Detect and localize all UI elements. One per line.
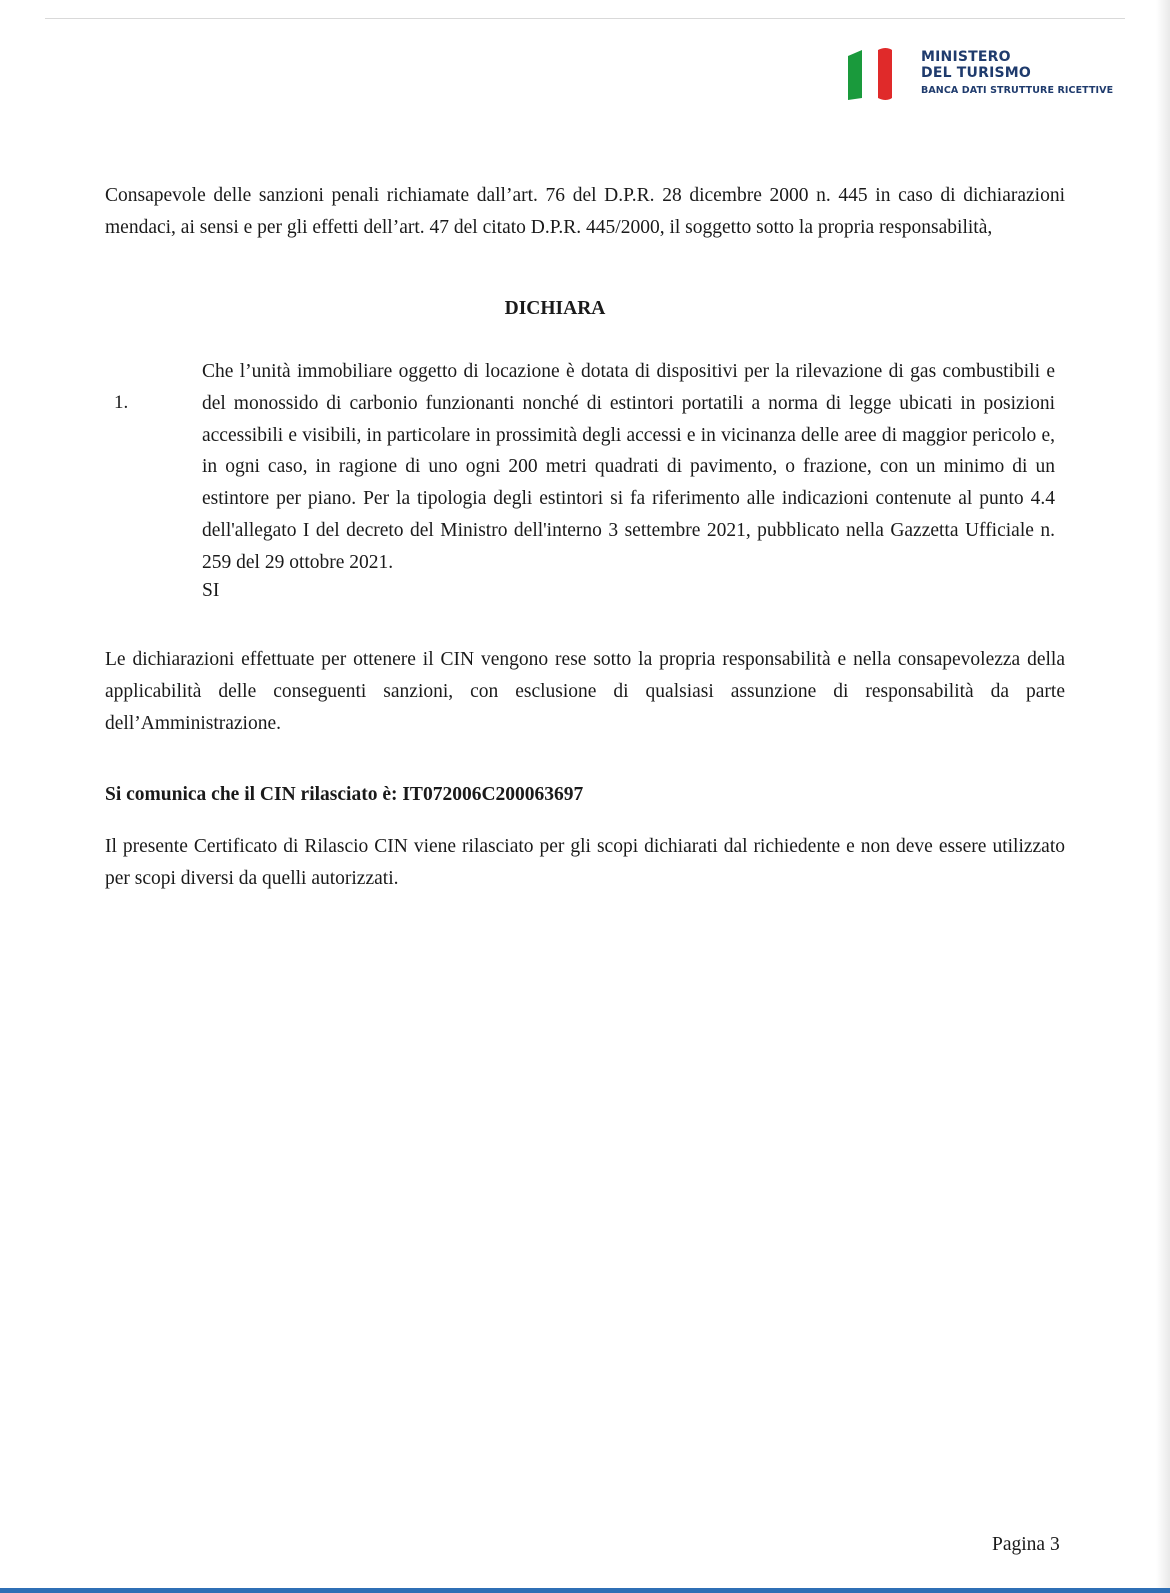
- logo-line-banca-dati: BANCA DATI STRUTTURE RICETTIVE: [921, 85, 1114, 96]
- cin-label: Si comunica che il CIN rilasciato è:: [105, 784, 398, 805]
- cin-statement: [105, 784, 583, 806]
- certificate-note: Il presente Certificato di Rilascio CIN viene rilasciato per gli scopi dichiarati dal richiedente e non deve essere utilizzato per scopi diversi da quelli autorizzati.: [105, 836, 1065, 889]
- intro-paragraph: Consapevole delle sanzioni penali richiamate dall’art. 76 del D.P.R. 28 dicembre 2000 n. 445 in caso di dichiarazioni mendaci, ai sensi e per gli effetti dell’art. 47 del citato D.P.R. 445/2000, il soggetto sotto la propria responsabilità,: [105, 185, 1065, 238]
- logo-line-turismo: DEL TURISMO: [921, 65, 1032, 81]
- bottom-accent-bar: [0, 1588, 1170, 1593]
- item-text: Che l’unità immobiliare oggetto di locazione è dotata di dispositivi per la rilevazione di gas combustibili e del monossido di carbonio funzionanti nonché di estintori portatili a norma di legge ubicati in posizioni accessibili e visibili, in particolare in prossimità degli accessi e in vicinanza delle aree di maggior pericolo e, in ogni caso, in ragione di uno ogni 200 metri quadrati di pavimento, o frazione, con un minimo di un estintore per piano. Per la tipologia degli estintori si fa riferimento alle indicazioni contenute al punto 4.4 dell'allegato I del decreto del Ministro dell'interno 3 settembre 2021, pubblicato nella Gazzetta Ufficiale n. 259 del 29 ottobre 2021.: [202, 361, 1055, 573]
- italian-flag-icon: [848, 48, 908, 104]
- ministry-logo: [848, 48, 1148, 104]
- item-answer: SI: [202, 580, 220, 601]
- page-number: Pagina 3: [992, 1534, 1060, 1555]
- logo-wordmark: [921, 50, 1113, 96]
- section-heading: DICHIARA: [504, 298, 606, 319]
- logo-line-ministero: MINISTERO: [921, 49, 1011, 65]
- header-divider: [45, 18, 1125, 19]
- responsibility-paragraph: Le dichiarazioni effettuate per ottenere il CIN vengono rese sotto la propria responsabilità e nella consapevolezza della applicabilità delle conseguenti sanzioni, con esclusione di qualsiasi assunzione di responsabilità da parte dell’Amministrazione.: [105, 649, 1065, 734]
- cin-code: IT072006C200063697: [402, 784, 584, 805]
- item-number: 1.: [114, 392, 129, 413]
- page-edge-shadow: [1156, 0, 1170, 1593]
